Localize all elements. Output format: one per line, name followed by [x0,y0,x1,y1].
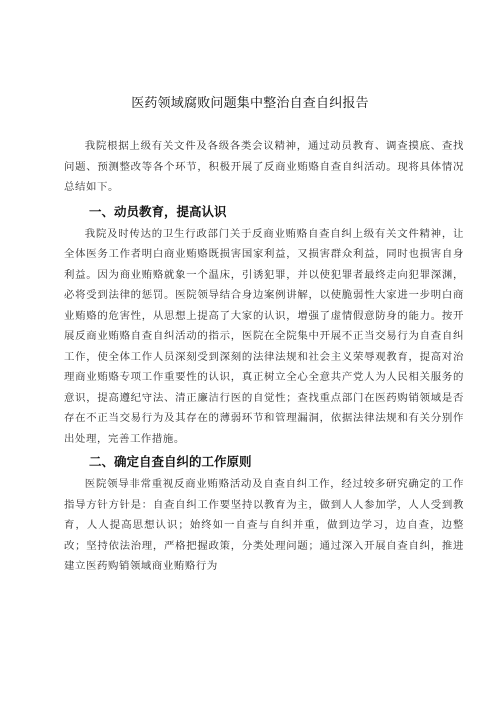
document-body [64,136,464,577]
section-1-paragraph: 我院及时传达的卫生行政部门关于反商业贿赂自查自纠上级有关文件精神，让全体医务工作者明白商业贿赂既损害国家利益，又损害群众利益，同时也损害自身利益。因为商业贿赂就象一个温床，引诱犯罪，并以使犯罪者最终走向犯罪深渊，必将受到法律的惩罚。医院领导结合身边案例讲解，以使脆弱性大家进一步明白商业贿赂的危害性，从思想上提高了大家的认识，增强了虚情假意防身的能力。按开展反商业贿赂自查自纠活动的指示，医院在全院集中开展不正当交易行为自查自纠工作，使全体工作人员深刻受到深刻的法律法规和社会主义荣辱观教育，提高对治理商业贿赂专项工作重要性的认识，真正树立全心全意共产党人为人民相关服务的意识，提高遵纪守法、清正廉洁行医的自觉性；查找重点部门在医药购销领域是否存在不正当交易行为及其存在的薄弱环节和管理漏洞，依据法律法规和有关分别作出处理，完善工作措施。 [64,227,464,445]
section-2-heading: 二、确定自查自纠的工作原则 [89,454,252,469]
document-title: 医药领域腐败问题集中整治自查自纠报告 [131,96,369,111]
section-1-heading: 一、动员教育，提高认识 [89,203,227,219]
intro-paragraph: 我院根据上级有关文件及各级各类会议精神，通过动员教育、调查摸底、查找问题、预测整改等各个环节，积极开展了反商业贿赂自查自纠活动。现将具体情况总结如下。 [64,140,464,193]
section-2-paragraph: 医院领导非常重视反商业贿赂活动及自查自纠工作，经过较多研究确定的工作指导方针方针是：自查自纠工作要坚持以教育为主，做到人人参加学，人人受到教育，人人提高思想认识；始终如一自查与自纠并重，做到边学习，边自查，边整改；坚持依法治理，严格把握政策，分类处理问题；通过深入开展自查自纠，推进建立医药购销领域商业贿赂行为 [64,478,464,572]
